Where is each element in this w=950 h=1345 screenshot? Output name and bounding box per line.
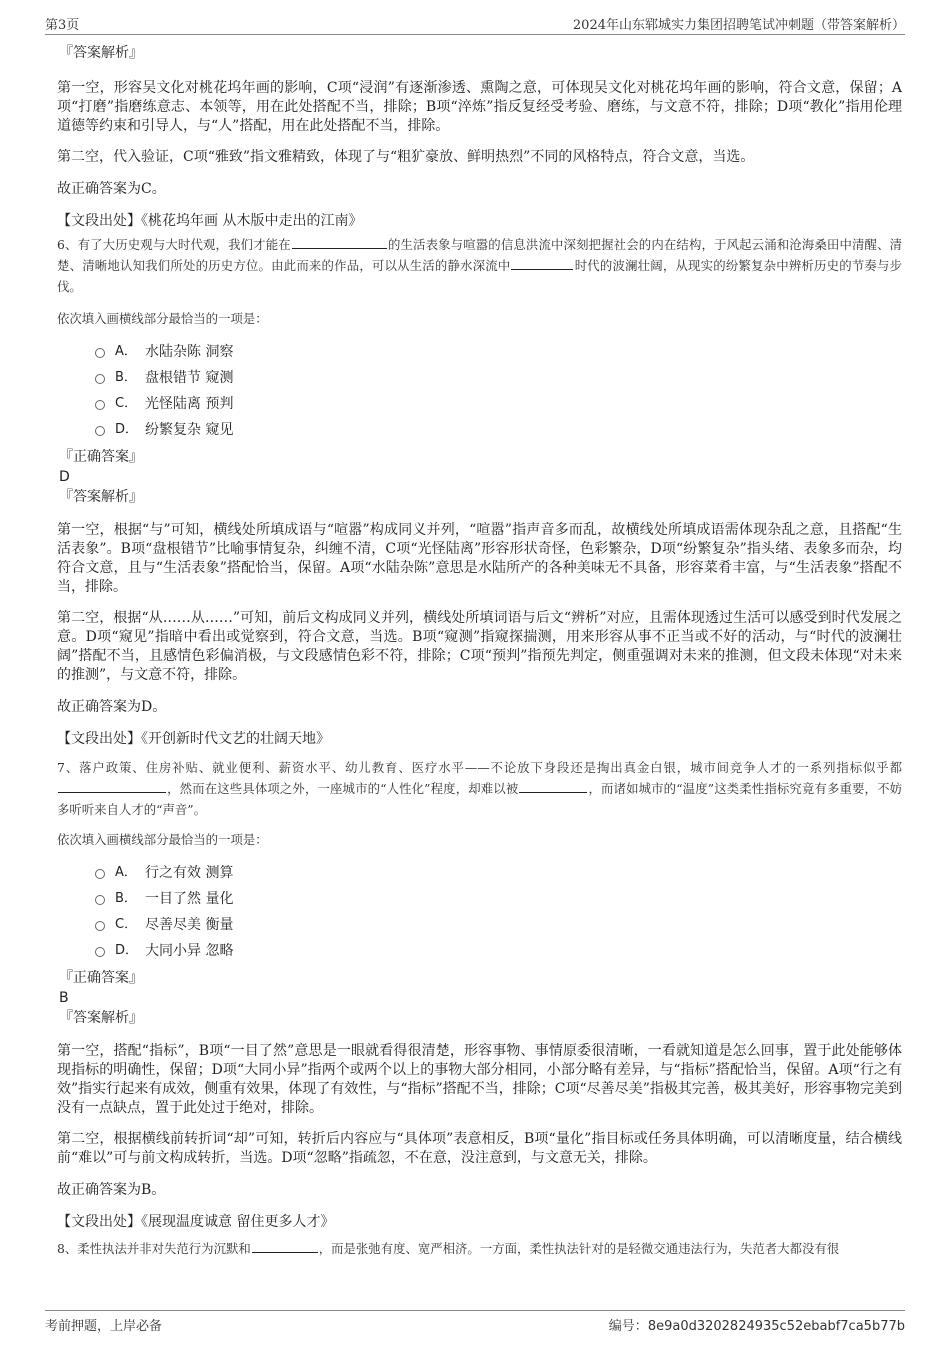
q6-option-a[interactable]: A． 水陆杂陈 洞察 [95, 339, 902, 365]
q6-correct-answer: D [59, 469, 70, 485]
q6-analysis-para-1: 第一空，根据“与”可知，横线处所填成语与“喧嚣”构成同义并列，“喧嚣”指声音多而乱，故横线处所填成语需体现杂乱之意，且搭配“生活表象”。B项“盘根错节”比喻事情复杂，纠缠不清，C项“光怪陆离”形容形状奇怪，色彩繁杂，D项“纷繁复杂”指头绪、表象多而杂，均符合文意，且与“生活表象”搭配恰当，保留。A项“水陆杂陈”意思是水陆所产的各种美味无不具备，形容菜肴丰富，与“生活表象”搭配不当，排除。 [57, 522, 902, 595]
q7-stem-part-2: ，然而在这些具体项之外，一座城市的“人性化”程度，却难以被 [167, 781, 519, 796]
page-number: 第3页 [45, 18, 80, 33]
q7-analysis-para-2: 第二空，根据横线前转折词“却”可知，转折后内容应与“具体项”表意相反，B项“量化”指目标或任务具体明确，可以清晰度量，结合横线前“难以”可与前文构成转折，当选。D项“忽略”指疏忽，不在意，没注意到，与文意无关，排除。 [57, 1131, 902, 1166]
radio-icon[interactable] [95, 869, 105, 879]
q6-stem-part-2: 的生活表象与喧嚣的信息洪流中深刻把握社会的内在结构，于风起云涌和沧海桑田中清醒、清楚、清晰地认知我们所处的历史方位。由此而来的作品，可以从生活的静水深流中 [57, 237, 903, 273]
q6-options [57, 339, 902, 443]
q7-source: 【文段出处】《展现温度诚意 留住更多人才》 [57, 1214, 335, 1230]
q8-stem-part-1: 8、柔性执法并非对失范行为沉默和 [57, 1241, 251, 1256]
page-footer [45, 1310, 905, 1334]
q7-stem-part-1: 7、落户政策、住房补贴、就业便利、薪资水平、幼儿教育、医疗水平——不论放下身段还是掏出真金白银，城市间竞争人才的一系列指标似乎都 [57, 760, 902, 775]
footer-code-value: 8e9a0d3202824935c52ebabf7ca5b77b [647, 1319, 905, 1334]
radio-icon[interactable] [95, 374, 105, 384]
q7-blank-1 [58, 779, 166, 793]
q6-option-c[interactable]: C． 光怪陆离 预判 [95, 391, 902, 417]
q7-option-c[interactable]: C． 尽善尽美 衡量 [95, 912, 902, 938]
q7-correct-answer: B [59, 990, 69, 1006]
radio-icon[interactable] [95, 921, 105, 931]
q6-source: 【文段出处】《开创新时代文艺的壮阔天地》 [57, 731, 330, 747]
q6-option-d[interactable]: D． 纷繁复杂 窥见 [95, 417, 902, 443]
footer-code [609, 1315, 905, 1334]
q5-analysis-para-1: 第一空，形容吴文化对桃花坞年画的影响，C项“浸润”有逐渐渗透、熏陶之意，可体现吴文化对桃花坞年画的影响，符合文意，保留；A项“打磨”指磨练意志、本领等，用在此处搭配不当，排除；B项“淬炼”指反复经受考验、磨练，与文意不符，排除；D项“教化”指用伦理道德等约束和引导人，与“人”搭配，用在此处搭配不当，排除。 [57, 80, 902, 134]
q7-stem [57, 757, 902, 820]
q7-option-a[interactable]: A． 行之有效 测算 [95, 860, 902, 886]
q7-option-d[interactable]: D． 大同小异 忽略 [95, 938, 902, 964]
q8-stem [57, 1238, 902, 1259]
radio-icon[interactable] [95, 947, 105, 957]
footer-slogan: 考前押题，上岸必备 [45, 1319, 163, 1334]
radio-icon[interactable] [95, 400, 105, 410]
q7-option-b[interactable]: B． 一目了然 量化 [95, 886, 902, 912]
q6-instruction: 依次填入画横线部分最恰当的一项是： [57, 311, 268, 326]
q8-blank-1 [252, 1239, 318, 1253]
q6-stem [57, 234, 902, 297]
q6-option-b[interactable]: B． 盘根错节 窥测 [95, 365, 902, 391]
q6-correct-label: 『正确答案』 [59, 449, 143, 465]
q7-analysis-label: 『答案解析』 [59, 1010, 143, 1026]
q5-source: 【文段出处】《桃花坞年画 从木版中走出的江南》 [57, 213, 363, 229]
q7-conclusion: 故正确答案为B。 [57, 1182, 166, 1198]
q5-analysis-label: 『答案解析』 [59, 45, 143, 61]
q7-stem-part-3: ，而诸如城市的“温度”这类柔性指标究竟有多重要，不妨多听听来自人才的“声音”。 [57, 781, 902, 817]
page-header [45, 12, 905, 35]
q7-analysis-para-1: 第一空，搭配“指标”，B项“一目了然”意思是一眼就看得很清楚，形容事物、事情原委很清晰，一看就知道是怎么回事，置于此处能够体现指标的明确性，保留；D项“大同小异”指两个或两个以上的事物大部分相同，小部分略有差异，与“指标”搭配恰当，保留。A项“行之有效”指实行起来有成效，侧重有效果，体现了有效性，与“指标”搭配不当，排除；C项“尽善尽美”指极其完善，极其美好，形容事物完美到没有一点缺点，置于此处过于绝对，排除。 [57, 1043, 902, 1116]
radio-icon[interactable] [95, 895, 105, 905]
footer-code-label: 编号： [608, 1319, 648, 1334]
q7-instruction: 依次填入画横线部分最恰当的一项是： [57, 832, 268, 847]
page-content [57, 43, 902, 1259]
q7-correct-label: 『正确答案』 [59, 970, 143, 986]
q5-analysis-para-2: 第二空，代入验证，C项“雅致”指文雅精致，体现了与“粗犷豪放、鲜明热烈”不同的风格特点，符合文意，当选。 [57, 149, 755, 165]
q6-blank-1 [292, 235, 387, 249]
q7-options [57, 860, 902, 964]
q6-stem-part-1: 6、有了大历史观与大时代观，我们才能在 [57, 237, 291, 252]
q7-blank-2 [519, 779, 587, 793]
q6-conclusion: 故正确答案为D。 [57, 699, 167, 715]
q6-analysis-label: 『答案解析』 [59, 489, 143, 505]
q5-conclusion: 故正确答案为C。 [57, 181, 166, 197]
radio-icon[interactable] [95, 348, 105, 358]
radio-icon[interactable] [95, 426, 105, 436]
q6-stem-part-3: 时代的波澜壮阔，从现实的纷繁复杂中辨析历史的节奏与步伐。 [57, 258, 903, 294]
q6-analysis-para-2: 第二空，根据“从……从……”可知，前后文构成同义并列，横线处所填词语与后文“辨析”对应，且需体现透过生活可以感受到时代发展之意。D项“窥见”指暗中看出或觉察到，符合文意，当选。B项“窥测”指窥探揣测，用来形容从事不正当或不好的活动，与“时代的波澜壮阔”搭配不当，且感情色彩偏消极，与文段感情色彩不符，排除；C项“预判”指预先判定，侧重强调对未来的推测，但文段未体现“对未来的推测”，与文意不符，排除。 [57, 610, 902, 683]
document-title: 2024年山东郓城实力集团招聘笔试冲刺题（带答案解析） [572, 18, 905, 33]
q8-stem-part-2: ，而是张弛有度、宽严相济。一方面，柔性执法针对的是轻微交通违法行为，失范者大都没有很 [318, 1241, 840, 1256]
q6-blank-2 [511, 256, 573, 270]
